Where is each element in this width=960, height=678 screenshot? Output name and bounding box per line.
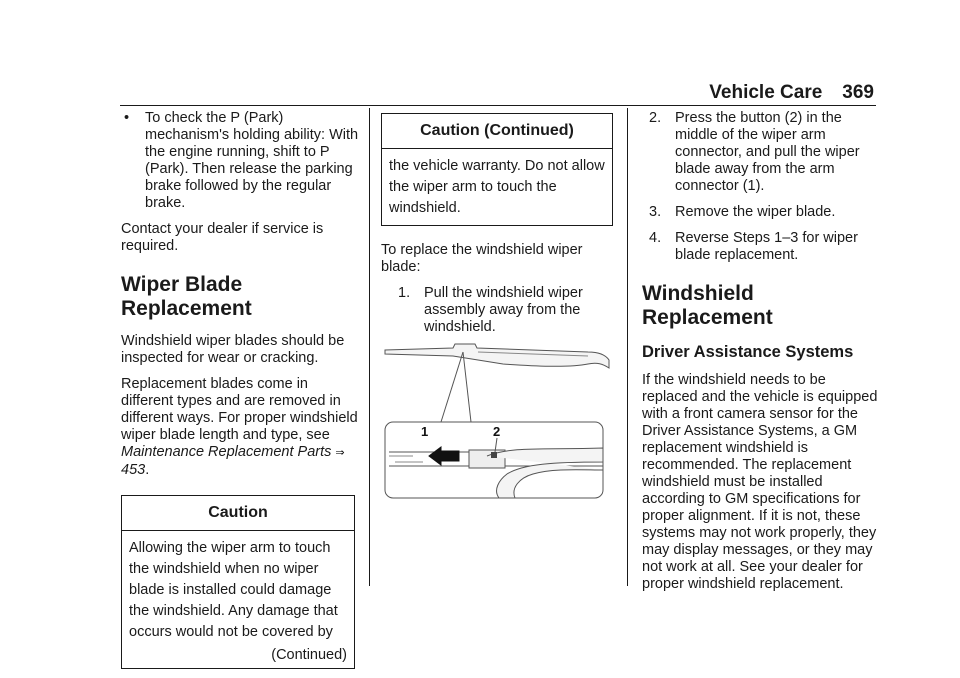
header-rule — [120, 105, 876, 106]
step-text: Remove the wiper blade. — [675, 204, 836, 220]
page-header — [660, 82, 874, 104]
column-divider-2 — [627, 108, 628, 586]
column-3 — [642, 110, 880, 602]
paragraph-inspect: Windshield wiper blades should be inspected for wear or cracking. — [121, 333, 345, 366]
caution-body: Allowing the wiper arm to touch the windshield when no wiper blade is installed could damage the windshield. Any damage that occurs would not be covered by — [129, 540, 338, 640]
caution-box — [121, 495, 355, 669]
caution-continued: (Continued) — [271, 647, 347, 663]
column-divider-1 — [369, 108, 370, 586]
wiper-figure — [383, 338, 613, 502]
step-number: 4. — [649, 230, 662, 246]
step-text: Press the button (2) in the middle of the wiper arm connector, and pull the wiper blade away from the arm connector (1). — [675, 110, 860, 194]
bullet-mark: • — [124, 110, 130, 126]
step-3 — [649, 204, 880, 221]
page-ref-number[interactable]: 453 — [121, 462, 146, 478]
wiper-illustration — [383, 338, 613, 502]
step-number: 1. — [398, 285, 411, 301]
section-title-windshield: Windshield Replacement — [642, 282, 773, 329]
caution-continued-title: Caution (Continued) — [382, 114, 612, 149]
caution-continued-body: the vehicle warranty. Do not allow the wiper arm to touch the windshield. — [389, 158, 605, 216]
paragraph-windshield: If the windshield needs to be replaced and the vehicle is equipped with a front camera sensor for the Driver Assistance Systems, a GM replacement windshield is recommended. The replacement windshield must be installed according to GM specifications for proper alignment. If it is not, these systems may not work properly, they may display messages, or they may not work at all. See your dealer for proper windshield replacement. — [642, 372, 878, 592]
page-ref-icon: ⇒ — [335, 447, 345, 459]
step-number: 2. — [649, 110, 662, 126]
bullet-item — [121, 110, 359, 212]
paragraph-text: Replacement blades come in different types and are removed in different ways. For proper windshield wiper blade length and type, see — [121, 376, 358, 443]
column-1 — [121, 110, 359, 669]
figure-label-1: 1 — [421, 424, 429, 439]
step-number: 3. — [649, 204, 662, 220]
step-text: Reverse Steps 1–3 for wiper blade replacement. — [675, 230, 858, 263]
contact-dealer-text: Contact your dealer if service is required. — [121, 221, 324, 254]
section-name: Vehicle Care — [709, 82, 823, 103]
caution-title: Caution — [122, 496, 354, 531]
maintenance-parts-link[interactable]: Maintenance Replacement Parts — [121, 444, 332, 460]
paragraph-end: . — [145, 462, 150, 478]
column-2 — [381, 113, 615, 345]
page-number: 369 — [842, 82, 874, 103]
subsection-title-driver-assistance: Driver Assistance Systems — [642, 343, 854, 361]
step-4 — [649, 230, 880, 264]
paragraph-replacement-blades — [121, 376, 359, 479]
step-2 — [649, 110, 880, 195]
step-text: Pull the windshield wiper assembly away from the windshield. — [424, 285, 583, 335]
section-title-wiper-blade: Wiper Blade Replacement — [121, 273, 252, 320]
replace-intro: To replace the windshield wiper blade: — [381, 242, 583, 275]
caution-continued-box — [381, 113, 613, 226]
bullet-text: To check the P (Park) mechanism's holding ability: With the engine running, shift to P (Park). Then release the parking brake followed by the regular brake. — [145, 110, 359, 211]
step-1 — [398, 285, 615, 336]
figure-label-2: 2 — [493, 424, 501, 439]
